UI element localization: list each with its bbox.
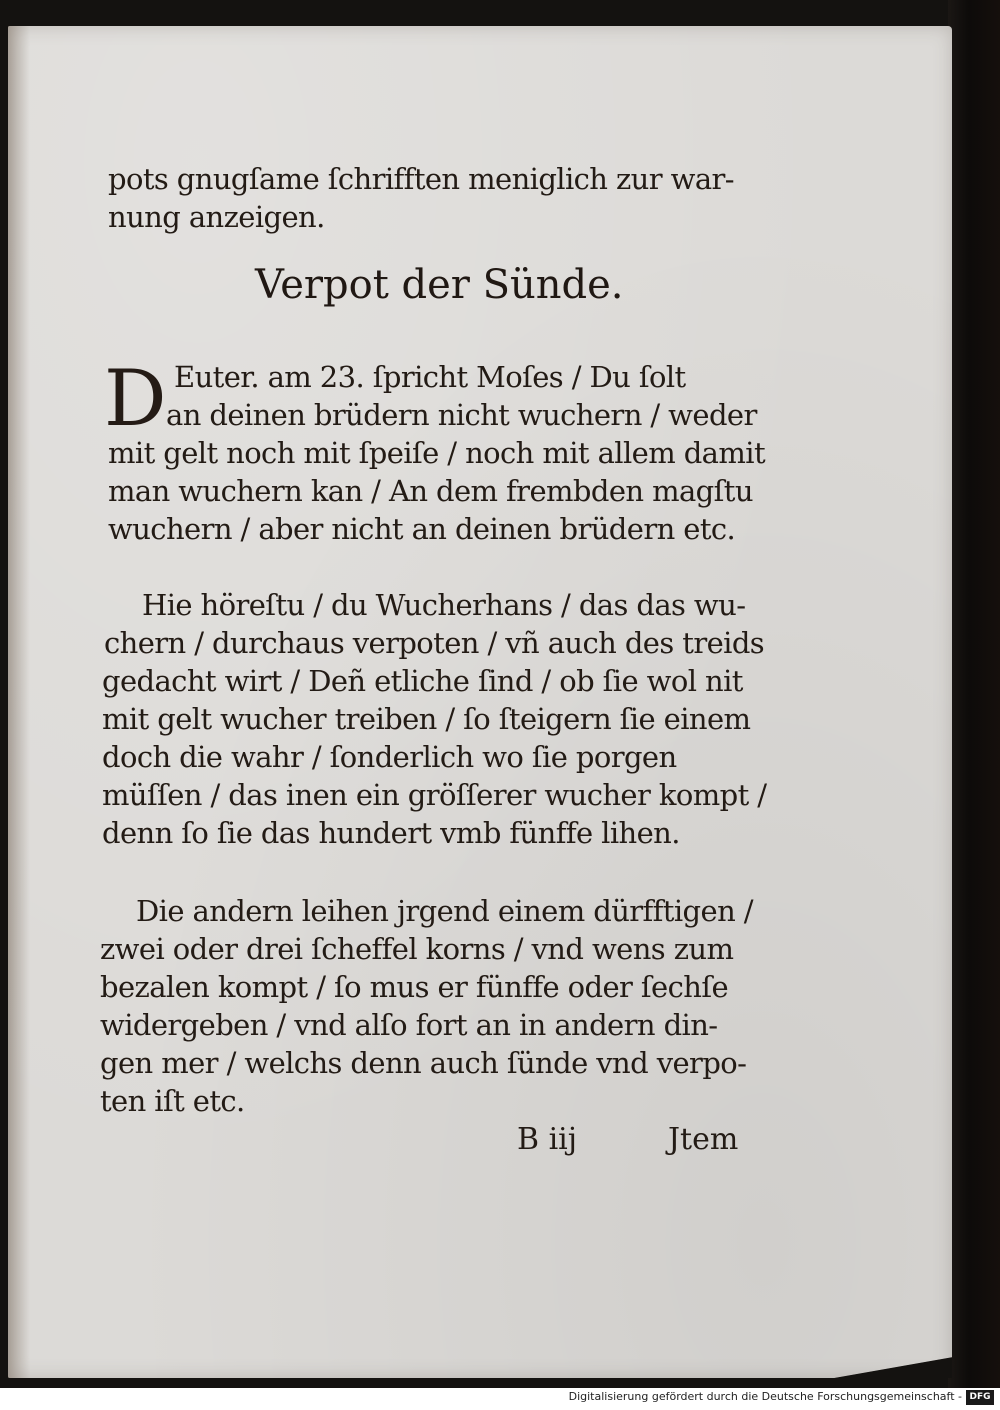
text-line: gen mer / welchs denn auch ſünde vnd verpo- xyxy=(100,1046,747,1080)
text-line: mit gelt wucher treiben / ſo ſteigern ſie einem xyxy=(102,702,751,736)
text-line: wuchern / aber nicht an deinen brüdern etc. xyxy=(108,512,736,546)
text-line: widergeben / vnd alſo fort an in andern din- xyxy=(100,1008,718,1042)
text-line: denn ſo ſie das hundert vmb fünffe lihen. xyxy=(102,816,680,850)
text-line: müſſen / das inen ein gröſſerer wucher kompt / xyxy=(102,778,767,812)
text-line: zwei oder drei ſcheffel korns / vnd wens zum xyxy=(100,932,734,966)
text-line: an deinen brüdern nicht wuchern / weder xyxy=(166,398,757,432)
text-line: Hie höreſtu / du Wucherhans / das das wu- xyxy=(142,588,746,622)
section-heading: Verpot der Sünde. xyxy=(255,262,624,308)
text-line: doch die wahr / ſonderlich wo ſie porgen xyxy=(102,740,677,774)
text-line: Euter. am 23. ſpricht Moſes / Du ſolt xyxy=(174,360,686,394)
decorated-initial: D xyxy=(104,354,167,444)
text-line: gedacht wirt / Deñ etliche ſind / ob ſie wol nit xyxy=(102,664,743,698)
text-line: Die andern leihen jrgend einem dürfftigen / xyxy=(136,894,753,928)
text-line: mit gelt noch mit ſpeiſe / noch mit allem damit xyxy=(108,436,765,470)
signature-mark: B iij xyxy=(517,1122,578,1157)
text-line: chern / durchaus verpoten / vñ auch des treids xyxy=(104,626,765,660)
text-line: man wuchern kan / An dem frembden magſtu xyxy=(108,474,753,508)
text-line: pots gnugſame ſchrifften meniglich zur war- xyxy=(108,162,735,196)
book-edge xyxy=(948,0,1000,1388)
catchword: Jtem xyxy=(668,1122,739,1157)
text-line: ten iſt etc. xyxy=(100,1084,245,1118)
text-line: nung anzeigen. xyxy=(108,200,325,234)
text-line: bezalen kompt / ſo mus er fünffe oder ſechſe xyxy=(100,970,729,1004)
dfg-logo: DFG xyxy=(966,1390,994,1405)
footer-credit: Digitalisierung gefördert durch die Deutsche Forschungsgemeinschaft - xyxy=(568,1390,962,1403)
page-gutter-shadow xyxy=(8,26,30,1378)
